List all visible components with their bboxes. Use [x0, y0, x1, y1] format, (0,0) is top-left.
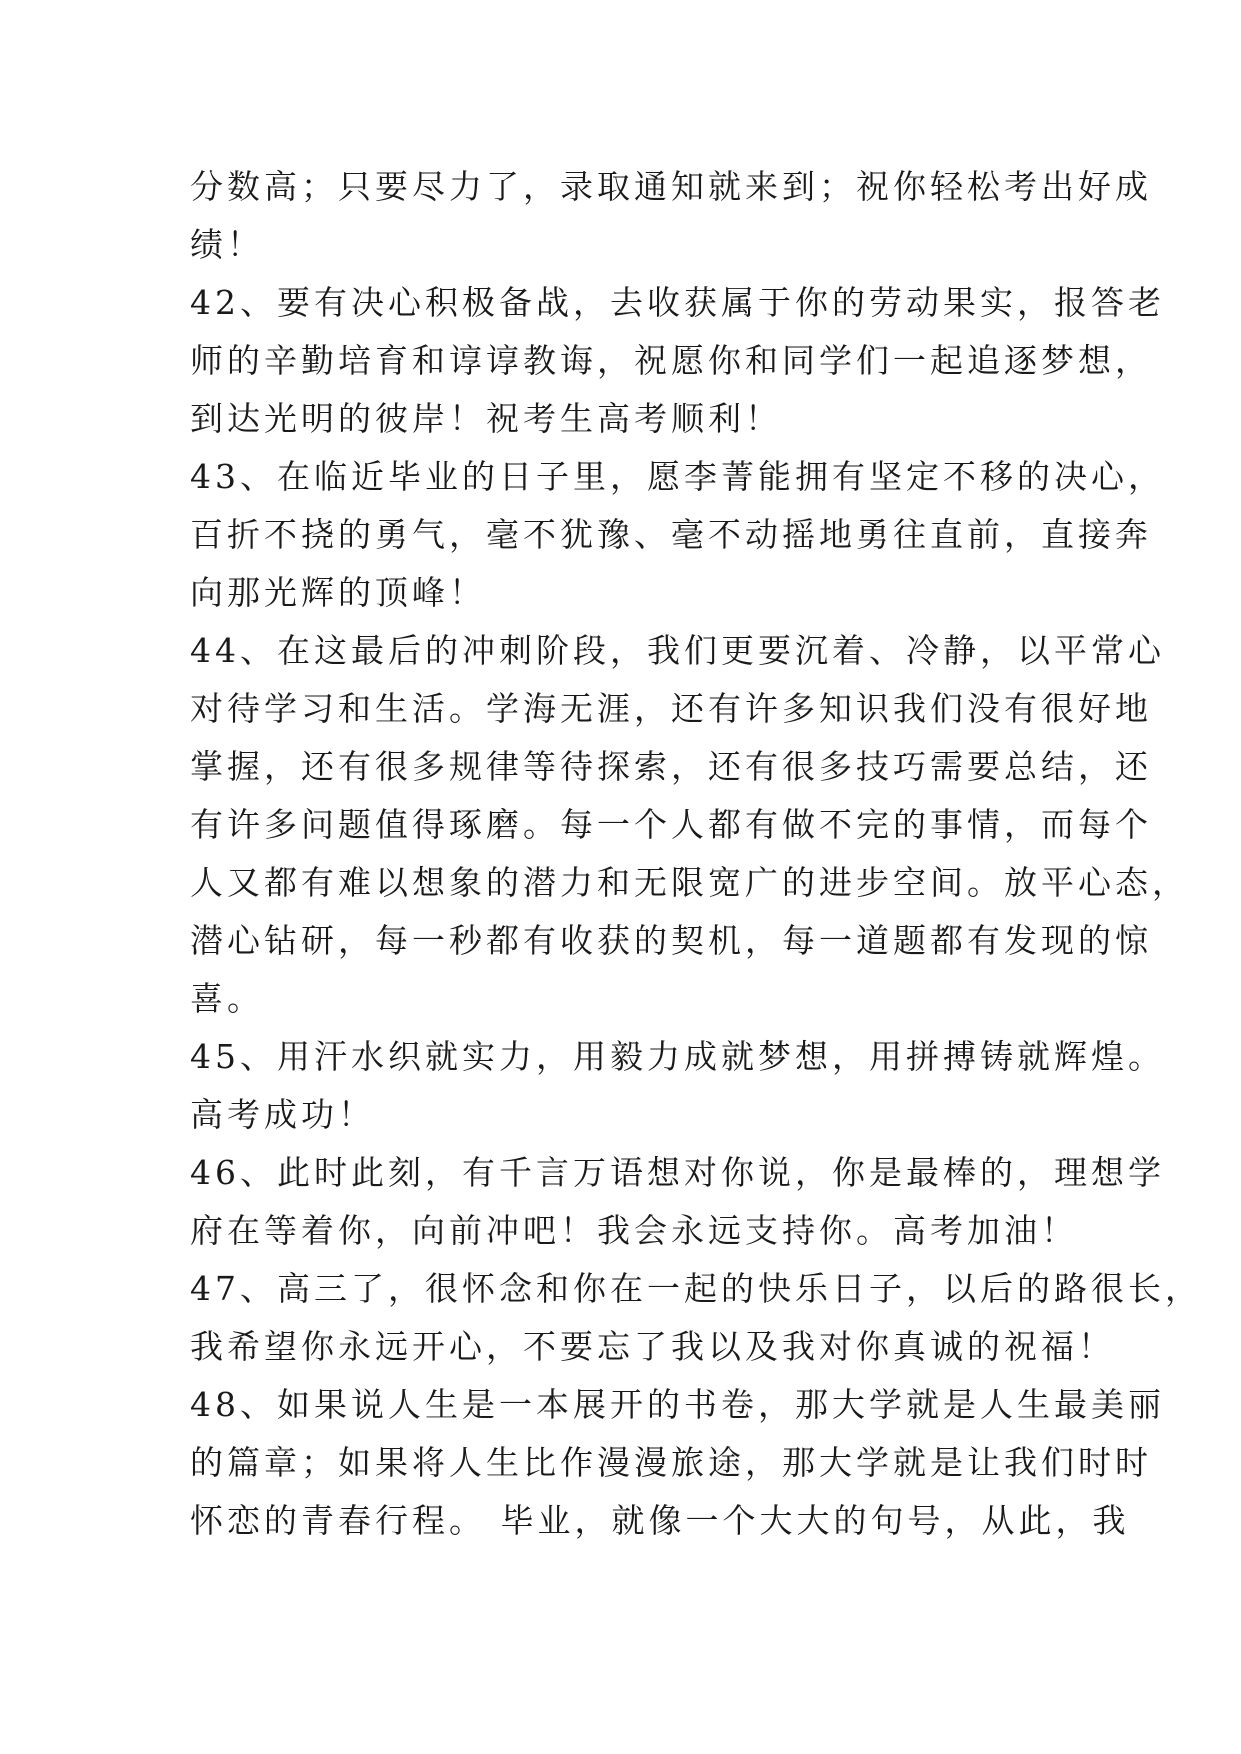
text-line: 46、此时此刻，有千言万语想对你说，你是最棒的，理想学 [190, 1153, 1165, 1192]
text-line: 到达光明的彼岸！祝考生高考顺利！ [190, 399, 782, 438]
text-line: 师的辛勤培育和谆谆教诲，祝愿你和同学们一起追逐梦想， [190, 341, 1152, 380]
text-line: 掌握，还有很多规律等待探索，还有很多技巧需要总结，还 [190, 747, 1152, 786]
text-line: 高考成功！ [190, 1095, 375, 1134]
text-line: 42、要有决心积极备战，去收获属于你的劳动果实，报答老 [190, 283, 1165, 322]
text-line: 47、高三了，很怀念和你在一起的快乐日子，以后的路很长， [190, 1269, 1202, 1308]
text-line: 有许多问题值得琢磨。每一个人都有做不完的事情，而每个 [190, 805, 1152, 844]
text-line: 44、在这最后的冲刺阶段，我们更要沉着、冷静，以平常心 [190, 631, 1165, 670]
text-line: 潜心钻研，每一秒都有收获的契机，每一道题都有发现的惊 [190, 921, 1152, 960]
text-line: 怀恋的青春行程。 毕业，就像一个大大的句号，从此，我 [190, 1501, 1130, 1540]
text-line: 向那光辉的顶峰！ [190, 573, 486, 612]
text-line: 对待学习和生活。学海无涯，还有许多知识我们没有很好地 [190, 689, 1152, 728]
text-line: 人又都有难以想象的潜力和无限宽广的进步空间。放平心态， [190, 863, 1189, 902]
text-line: 府在等着你，向前冲吧！我会永远支持你。高考加油！ [190, 1211, 1078, 1250]
text-line: 的篇章；如果将人生比作漫漫旅途，那大学就是让我们时时 [190, 1443, 1152, 1482]
text-line: 45、用汗水织就实力，用毅力成就梦想，用拼搏铸就辉煌。 [190, 1037, 1165, 1076]
text-line: 43、在临近毕业的日子里，愿李菁能拥有坚定不移的决心， [190, 457, 1165, 496]
text-line: 我希望你永远开心，不要忘了我以及我对你真诚的祝福！ [190, 1327, 1115, 1366]
document-body [190, 158, 1202, 1550]
text-line: 分数高；只要尽力了，录取通知就来到；祝你轻松考出好成 [190, 167, 1152, 206]
text-line: 喜。 [190, 979, 264, 1018]
text-line: 48、如果说人生是一本展开的书卷，那大学就是人生最美丽 [190, 1385, 1165, 1424]
text-line: 百折不挠的勇气，毫不犹豫、毫不动摇地勇往直前，直接奔 [190, 515, 1152, 554]
text-line: 绩！ [190, 225, 264, 264]
